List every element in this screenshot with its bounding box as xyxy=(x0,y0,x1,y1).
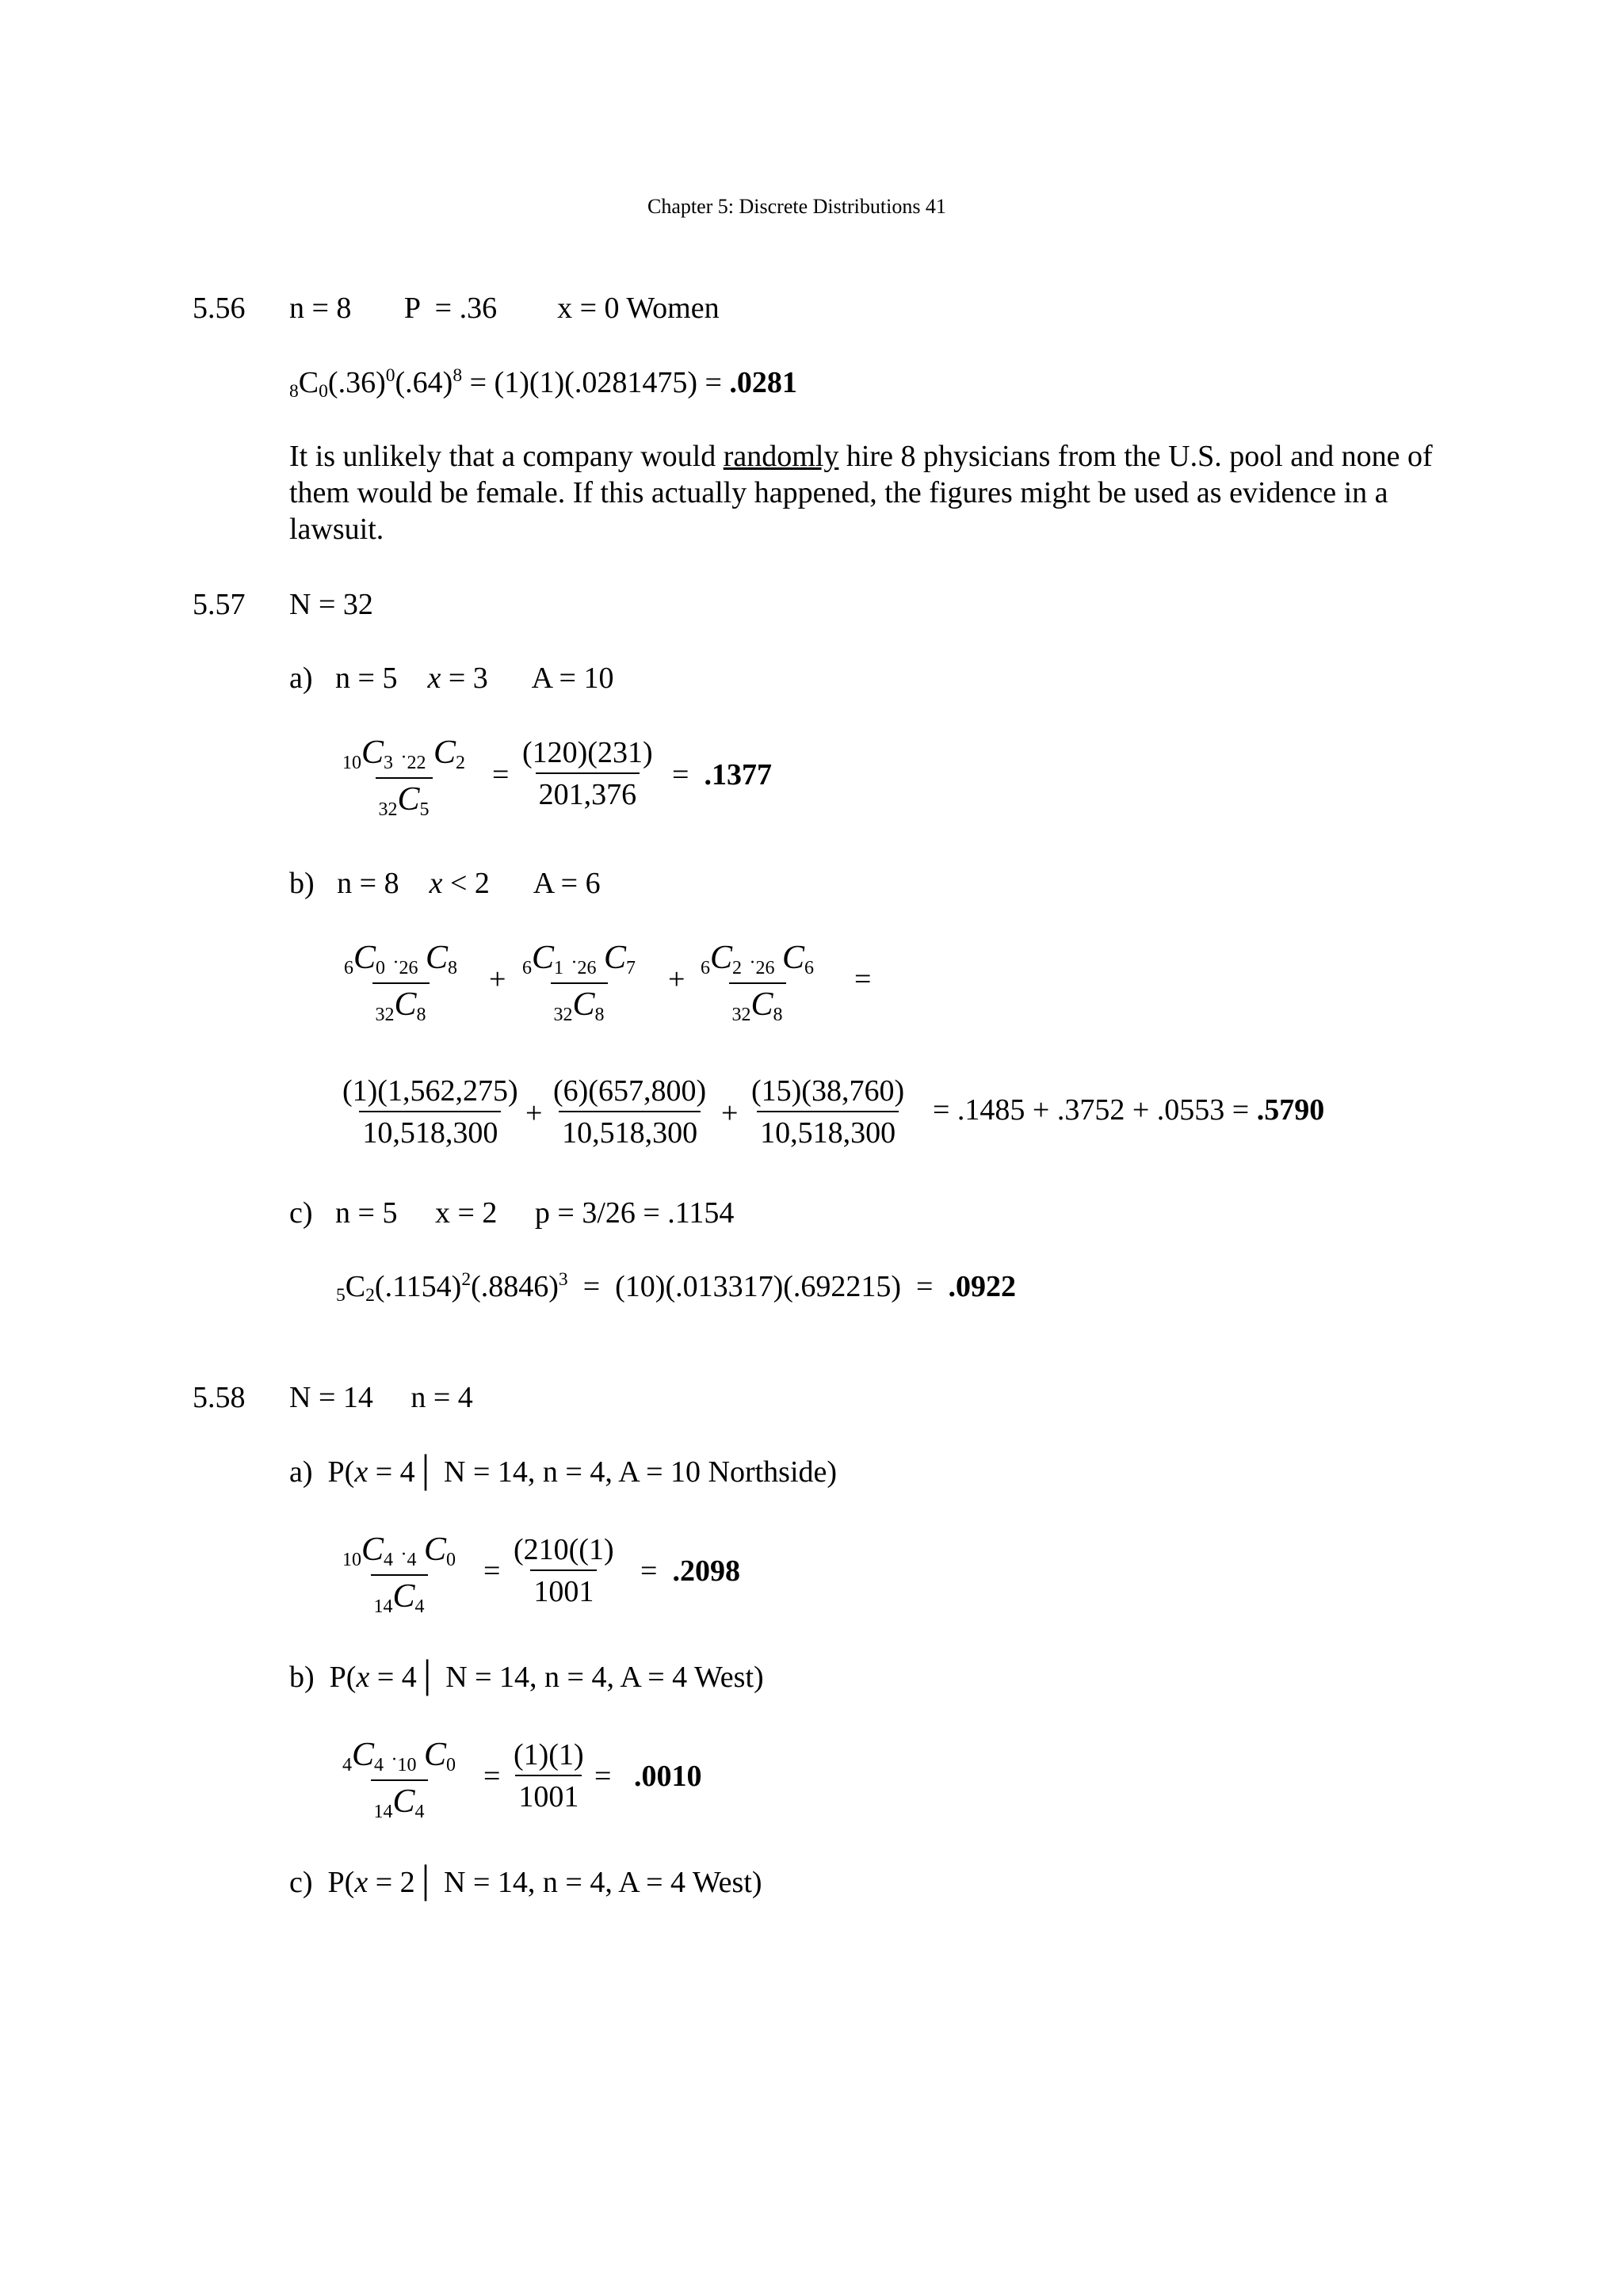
problem-5-56-equation: $_8C_0(.36)^0(.64)^8 = (1)(1)(.0281475) = .0281$ xyxy=(289,364,797,402)
fraction-5-58-a-values: $\frac{(210((1)}{1001}$ xyxy=(514,1533,614,1608)
fraction-5-57-b-value-1: $\frac{(1)(1,562,275)}{10,518,300}$ xyxy=(342,1074,518,1150)
part-5-57-b-label: b) n = 8 x < 2 A = 6 xyxy=(289,867,601,900)
problem-5-57-given: N = 32 xyxy=(289,588,373,621)
answer-5-58-a: = .2098 xyxy=(640,1554,740,1588)
fraction-5-57-b-value-2: $\frac{(6)(657,800)}{10,518,300}$ xyxy=(553,1074,707,1150)
problem-number-5-58: 5.58 xyxy=(193,1381,246,1414)
fraction-5-57-b-term-3: $\frac{_6C_2 \cdot_{26} C_6}{_{32}C_8}$ xyxy=(701,940,815,1026)
fraction-5-57-a-hypergeometric: $\frac{_{10}C_3 \cdot_{22} C_2}{_{32}C_5}$ xyxy=(342,734,466,821)
answer-5-57-a: = .1377 xyxy=(672,758,772,791)
problem-5-56-given: n = 8 P = .36 x = 0 Women xyxy=(289,292,720,325)
problem-number-5-56: 5.56 xyxy=(193,292,246,325)
document-page: Chapter 5: Discrete Distributions 41 5.56 n = 8 P = .36 x = 0 Women $_8C_0(.36)^0(.64)^8 = (1)(1)(.0281475) = .0281$ It is unlikely that a company would randomly hire 8 physicians from the U.S. pool and none of them would be female. If this actually happened, the figures might be used as evidence in a lawsuit. 5.57 N = 32 a) n = 5 x = 3 A = 10 $\frac{_{10}C_3 \cdot_{22} C_2}{_{32}C_5}$ = $\frac{(120)(231)}{201,376}$ = .1377 b) n = 8 x < 2 A = 6 $\frac{_6C_0 \cdot_{26} C_8}{_{32}C_8}$ + $\frac{_6C_1 \cdot_{26} C_7}{_{32}C_8}$ + $\frac{_6C_2 \cdot_{26} C_6}{_{32}C_8}$ = $\frac{(1)(1,562,275)}{10,518,300}$ + $\frac{(6)(657,800)}{10,518,300}$ + $\frac{(15)(38,760)}{10,518,300}$ = .1485 + .3752 + .0553 = .5790 c) n = 5 x = 2 p = 3/26 = .1154 $_5C_2(.1154)^2(.8846)^3 = (10)(.013317)(.692215) = .0922$ 5.58 N = 14 n = 4 a) P(x = 4│ N = 14, n = 4, A = 10 Northside) $\frac{_{10}C_4 \cdot_4 C_0}{_{14}C_4}$ = $\frac{(210((1)}{1001}$ = .2098 b) P(x = 4│ N = 14, n = 4, A = 4 West) $\frac{_4C_4 \cdot_{10} C_0}{_{14}C_4}$ = $\frac{(1)(1)}{1001}$ = .0010 c) P(x = 2│ N = 14, n = 4, A = 4 West) xyxy=(0,0,1623,2296)
fraction-5-57-b-term-1: $\frac{_6C_0 \cdot_{26} C_8}{_{32}C_8}$ xyxy=(344,940,458,1026)
page-header: Chapter 5: Discrete Distributions 41 xyxy=(647,195,946,218)
fraction-5-57-b-value-3: $\frac{(15)(38,760)}{10,518,300}$ xyxy=(751,1074,905,1150)
problem-number-5-57: 5.57 xyxy=(193,588,246,621)
part-5-58-c-label: c) P(x = 2│ N = 14, n = 4, A = 4 West) xyxy=(289,1866,762,1899)
sum-5-57-b: = .1485 + .3752 + .0553 = .5790 xyxy=(933,1093,1325,1127)
fraction-5-57-b-term-2: $\frac{_6C_1 \cdot_{26} C_7}{_{32}C_8}$ xyxy=(522,940,636,1026)
part-5-57-a-label: a) n = 5 x = 3 A = 10 xyxy=(289,662,614,695)
fraction-5-57-a-values: $\frac{(120)(231)}{201,376}$ xyxy=(522,736,653,811)
answer-5-56: .0281 xyxy=(729,366,797,399)
fraction-5-58-b-hypergeometric: $\frac{_4C_4 \cdot_{10} C_0}{_{14}C_4}$ xyxy=(342,1737,456,1823)
part-5-57-c-label: c) n = 5 x = 2 p = 3/26 = .1154 xyxy=(289,1196,735,1230)
answer-5-57-b: .5790 xyxy=(1256,1093,1325,1127)
fraction-5-58-a-hypergeometric: $\frac{_{10}C_4 \cdot_4 C_0}{_{14}C_4}$ xyxy=(342,1531,456,1618)
problem-5-58-given: N = 14 n = 4 xyxy=(289,1381,473,1414)
problem-5-56-explanation: It is unlikely that a company would randomly hire 8 physicians from the U.S. pool and none of them would be female. If this actually happened, the figures might be used as evidence in a lawsuit. xyxy=(289,440,1433,546)
part-5-58-b-label: b) P(x = 4│ N = 14, n = 4, A = 4 West) xyxy=(289,1661,764,1694)
part-5-57-c-equation: $_5C_2(.1154)^2(.8846)^3 = (10)(.013317)(.692215) = .0922$ xyxy=(336,1268,1016,1306)
answer-5-57-c: .0922 xyxy=(948,1270,1016,1303)
answer-5-58-b: = .0010 xyxy=(594,1760,702,1793)
part-5-58-a-label: a) P(x = 4│ N = 14, n = 4, A = 10 Northside) xyxy=(289,1455,838,1489)
fraction-5-58-b-values: $\frac{(1)(1)}{1001}$ xyxy=(514,1738,584,1814)
